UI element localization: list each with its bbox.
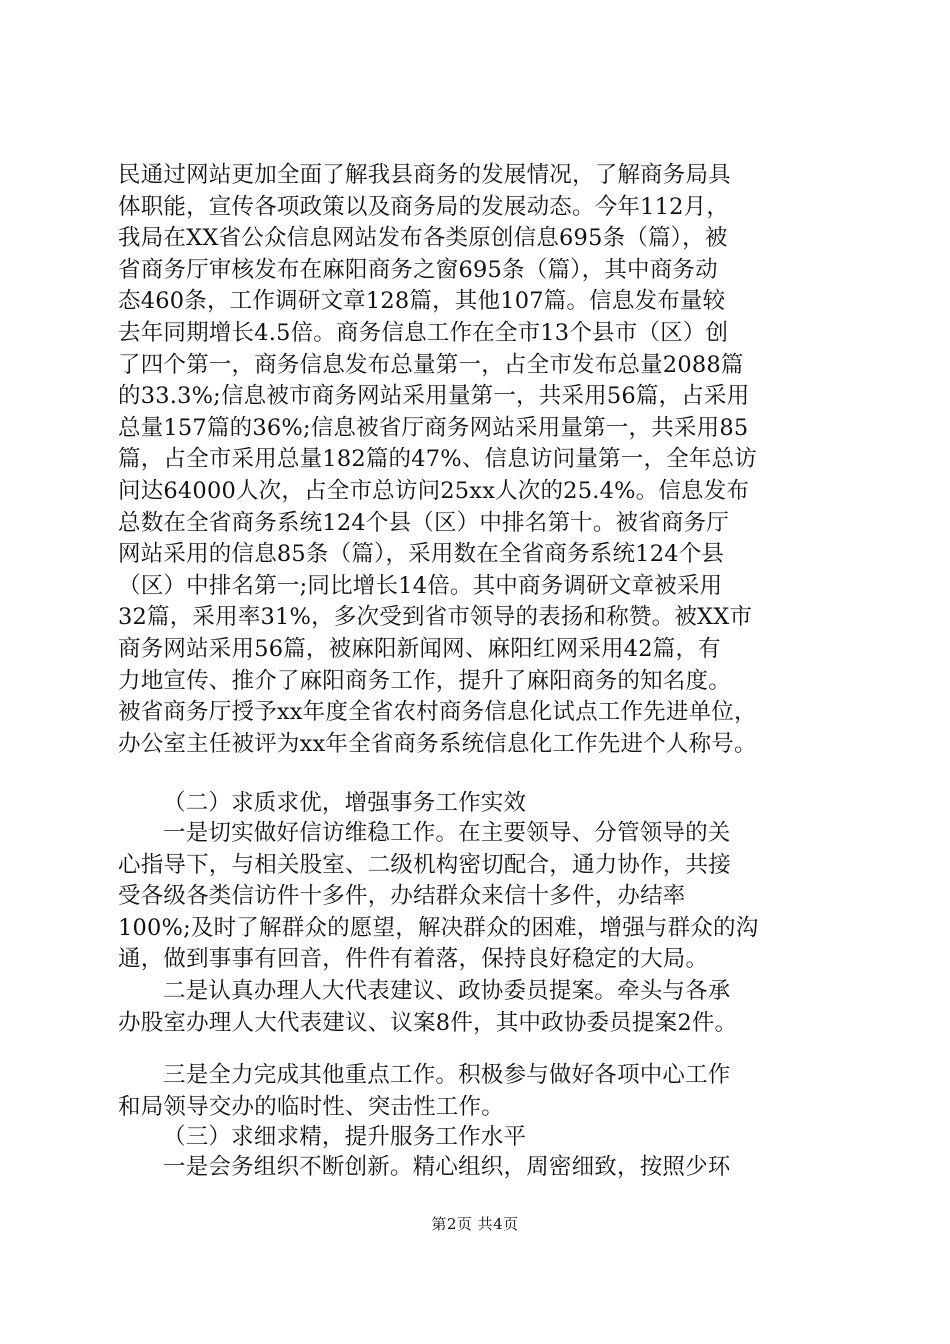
text-line: 被省商务厅授予xx年度全省农村商务信息化试点工作先进单位， — [118, 699, 757, 726]
section-heading-2 — [118, 788, 883, 820]
text-line: 商务网站采用56篇，被麻阳新闻网、麻阳红网采用42篇，有 — [118, 635, 721, 662]
text-line: 我局在XX省公众信息网站发布各类原创信息695条（篇），被 — [118, 225, 728, 252]
text-line: 二是认真办理人大代表建议、政协委员提案。牵头与各承 — [163, 978, 731, 1004]
text-line: 办股室办理人大代表建议、议案8件，其中政协委员提案2件。 — [118, 1009, 738, 1036]
text-line: 一是会务组织不断创新。精心组织，周密细致，按照少环 — [163, 1154, 731, 1180]
text-line: 和局领导交办的临时性、突击性工作。 — [118, 1093, 504, 1120]
text-line: 力地宣传、推介了麻阳商务工作，提升了麻阳商务的知名度。 — [118, 667, 731, 694]
page-footer — [0, 1214, 950, 1234]
paragraph-petition-work — [118, 818, 838, 976]
text-line: 32篇，采用率31%，多次受到省市领导的表扬和称赞。被XX市 — [118, 604, 753, 631]
text-line: 篇，占全市采用总量182篇的47%、信息访问量第一，全年总访 — [118, 446, 757, 473]
page-number-label: 第2页 共4页 — [431, 1215, 519, 1233]
text-line: 了四个第一，商务信息发布总量第一，占全市发布总量2088篇 — [118, 351, 744, 378]
text-line: 去年同期增长4.5倍。商务信息工作在全市13个县市（区）创 — [118, 319, 729, 346]
paragraph-meeting-organization — [118, 1152, 838, 1184]
text-line: 态460条，工作调研文章128篇，其他107篇。信息发布量较 — [118, 288, 726, 315]
text-line: 受各级各类信访件十多件，办结群众来信十多件，办结率 — [118, 883, 686, 910]
section-heading-3 — [118, 1122, 883, 1154]
text-line: 省商务厅审核发布在麻阳商务之窗695条（篇），其中商务动 — [118, 256, 718, 283]
text-line: 总数在全省商务系统124个县（区）中排名第十。被省商务厅 — [118, 509, 730, 536]
heading-text: （三）求细求精，提升服务工作水平 — [163, 1124, 527, 1150]
text-line: 总量157篇的36%;信息被省厅商务网站采用量第一，共采用85 — [118, 414, 749, 441]
text-line: 一是切实做好信访维稳工作。在主要领导、分管领导的关 — [163, 820, 731, 846]
heading-text: （二）求质求优，增强事务工作实效 — [163, 790, 527, 816]
text-line: 民通过网站更加全面了解我县商务的发展情况，了解商务局具 — [118, 162, 731, 188]
text-line: 的33.3%;信息被市商务网站采用量第一，共采用56篇，占采用 — [118, 383, 750, 410]
text-line: 体职能，宣传各项政策以及商务局的发展动态。今年112月， — [118, 193, 730, 220]
paragraph-key-work — [118, 1060, 838, 1123]
text-line: 心指导下，与相关股室、二级机构密切配合，通力协作，共接 — [118, 851, 731, 878]
text-line: 通，做到事事有回音，件件有着落，保持良好稳定的大局。 — [118, 946, 709, 973]
text-line: 办公室主任被评为xx年全省商务系统信息化工作先进个人称号。 — [118, 730, 757, 757]
paragraph-information-work — [118, 160, 838, 760]
text-line: 网站采用的信息85条（篇），采用数在全省商务系统124个县 — [118, 541, 725, 568]
text-line: 100%;及时了解群众的愿望，解决群众的困难，增强与群众的沟 — [118, 914, 759, 941]
paragraph-proposals — [118, 976, 838, 1039]
text-line: （区）中排名第一;同比增长14倍。其中商务调研文章被采用 — [118, 572, 723, 599]
text-line: 问达64000人次，占全市总访问25xx人次的25.4%。信息发布 — [118, 477, 750, 504]
text-line: 三是全力完成其他重点工作。积极参与做好各项中心工作 — [163, 1062, 731, 1088]
